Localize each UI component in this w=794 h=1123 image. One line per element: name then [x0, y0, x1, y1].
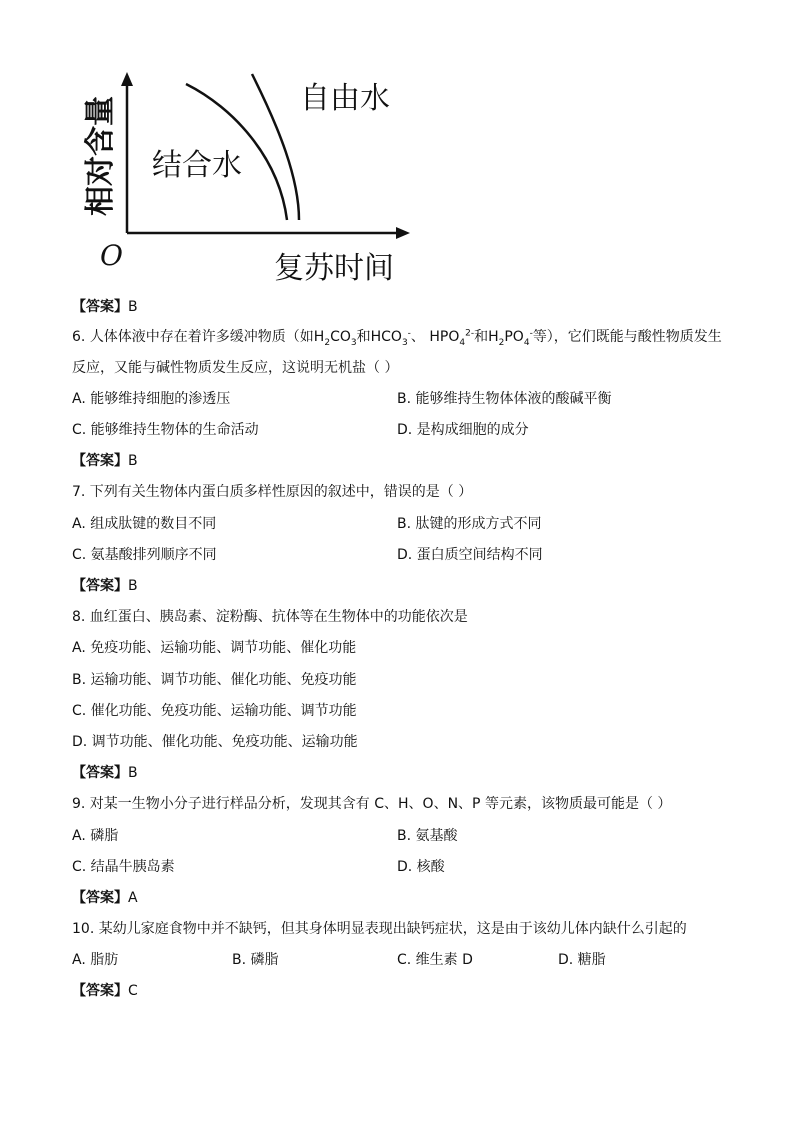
question-number: 6. — [72, 329, 86, 345]
answer-tag: 【答案】 — [72, 765, 128, 781]
y-axis-arrow — [121, 72, 133, 86]
q6-option-a: A. 能够维持细胞的渗透压 — [72, 391, 231, 407]
q8-answer — [72, 763, 138, 783]
answer-value: A — [128, 890, 138, 906]
q6-sub5: 2 — [498, 337, 505, 348]
q10-option-d: D. 糖脂 — [558, 952, 606, 968]
q6-text-e: 和H — [474, 329, 499, 345]
x-axis-arrow — [396, 227, 410, 239]
answer-value: B — [128, 765, 138, 781]
q7-option-b: B. 肽键的形成方式不同 — [397, 516, 542, 532]
answer-tag: 【答案】 — [72, 983, 128, 999]
answer-tag: 【答案】 — [72, 578, 128, 594]
answer-tag: 【答案】 — [72, 890, 128, 906]
q6-sub3: 3 — [401, 337, 408, 348]
q6-text-c: 和HCO — [356, 329, 402, 345]
q9-option-c: C. 结晶牛胰岛素 — [72, 859, 175, 875]
q8-option-d: D. 调节功能、催化功能、免疫功能、运输功能 — [72, 734, 358, 750]
y-axis-label: 相对含量 — [83, 96, 118, 216]
answer-tag: 【答案】 — [72, 299, 128, 315]
q6-sup2: 2- — [465, 328, 475, 339]
answer-value: B — [128, 299, 138, 315]
q6-text-a: 人体体液中存在着许多缓冲物质（如H — [89, 329, 325, 345]
q8-option-a: A. 免疫功能、运输功能、调节功能、催化功能 — [72, 640, 357, 656]
q10-stem: 10. 某幼儿家庭食物中并不缺钙，但其身体明显表现出缺钙症状，这是由于该幼儿体内缺什么引起的 — [72, 921, 687, 937]
q6-option-d: D. 是构成细胞的成分 — [397, 422, 529, 438]
q6-option-c: C. 能够维持生物体的生命活动 — [72, 422, 259, 438]
q10-option-c: C. 维生素 D — [397, 952, 473, 968]
answer-tag: 【答案】 — [72, 453, 128, 469]
q9-option-b: B. 氨基酸 — [397, 828, 458, 844]
q6-option-b: B. 能够维持生物体体液的酸碱平衡 — [397, 391, 612, 407]
answer-value: C — [128, 983, 138, 999]
q10-option-b: B. 磷脂 — [232, 952, 279, 968]
origin-label: O — [100, 239, 123, 272]
q6-answer — [72, 451, 138, 471]
q10-answer — [72, 981, 138, 1001]
q7-option-c: C. 氨基酸排列顺序不同 — [72, 547, 217, 563]
q6-sub2: 3 — [350, 337, 357, 348]
q5-answer — [72, 297, 138, 317]
answer-value: B — [128, 578, 138, 594]
q6-sup1: - — [407, 328, 411, 339]
q6-sup3: - — [529, 328, 533, 339]
x-axis-label: 复苏时间 — [274, 251, 394, 286]
q9-stem: 9. 对某一生物小分子进行样品分析，发现其含有 C、H、O、N、P 等元素，该物质最可能是（ ） — [72, 796, 672, 812]
q8-option-b: B. 运输功能、调节功能、催化功能、免疫功能 — [72, 672, 357, 688]
bound-water-label: 结合水 — [152, 148, 242, 183]
q6-stem-line1 — [72, 327, 722, 347]
q10-option-a: A. 脂肪 — [72, 952, 119, 968]
q7-stem: 7. 下列有关生物体内蛋白质多样性原因的叙述中，错误的是（ ） — [72, 484, 473, 500]
q6-text-d: 、 HPO — [410, 329, 460, 345]
q7-option-a: A. 组成肽键的数目不同 — [72, 516, 217, 532]
q8-option-c: C. 催化功能、免疫功能、运输功能、调节功能 — [72, 703, 357, 719]
q7-answer — [72, 576, 138, 596]
answer-value: B — [128, 453, 138, 469]
q6-sub6: 4 — [523, 337, 530, 348]
q9-option-a: A. 磷脂 — [72, 828, 119, 844]
q6-text-g: 等），它们既能与酸性物质发生 — [532, 329, 722, 345]
q6-stem-line2: 反应，又能与碱性物质发生反应，这说明无机盐（ ） — [72, 360, 399, 376]
q9-option-d: D. 核酸 — [397, 859, 445, 875]
q7-option-d: D. 蛋白质空间结构不同 — [397, 547, 543, 563]
q6-text-f: PO — [504, 329, 524, 345]
water-content-figure — [74, 68, 424, 288]
q6-text-b: CO — [330, 329, 351, 345]
q6-sub4: 4 — [459, 337, 466, 348]
free-water-label: 自由水 — [300, 81, 390, 116]
q8-stem: 8. 血红蛋白、胰岛素、淀粉酶、抗体等在生物体中的功能依次是 — [72, 609, 468, 625]
q9-answer — [72, 888, 138, 908]
q6-sub1: 2 — [324, 337, 331, 348]
